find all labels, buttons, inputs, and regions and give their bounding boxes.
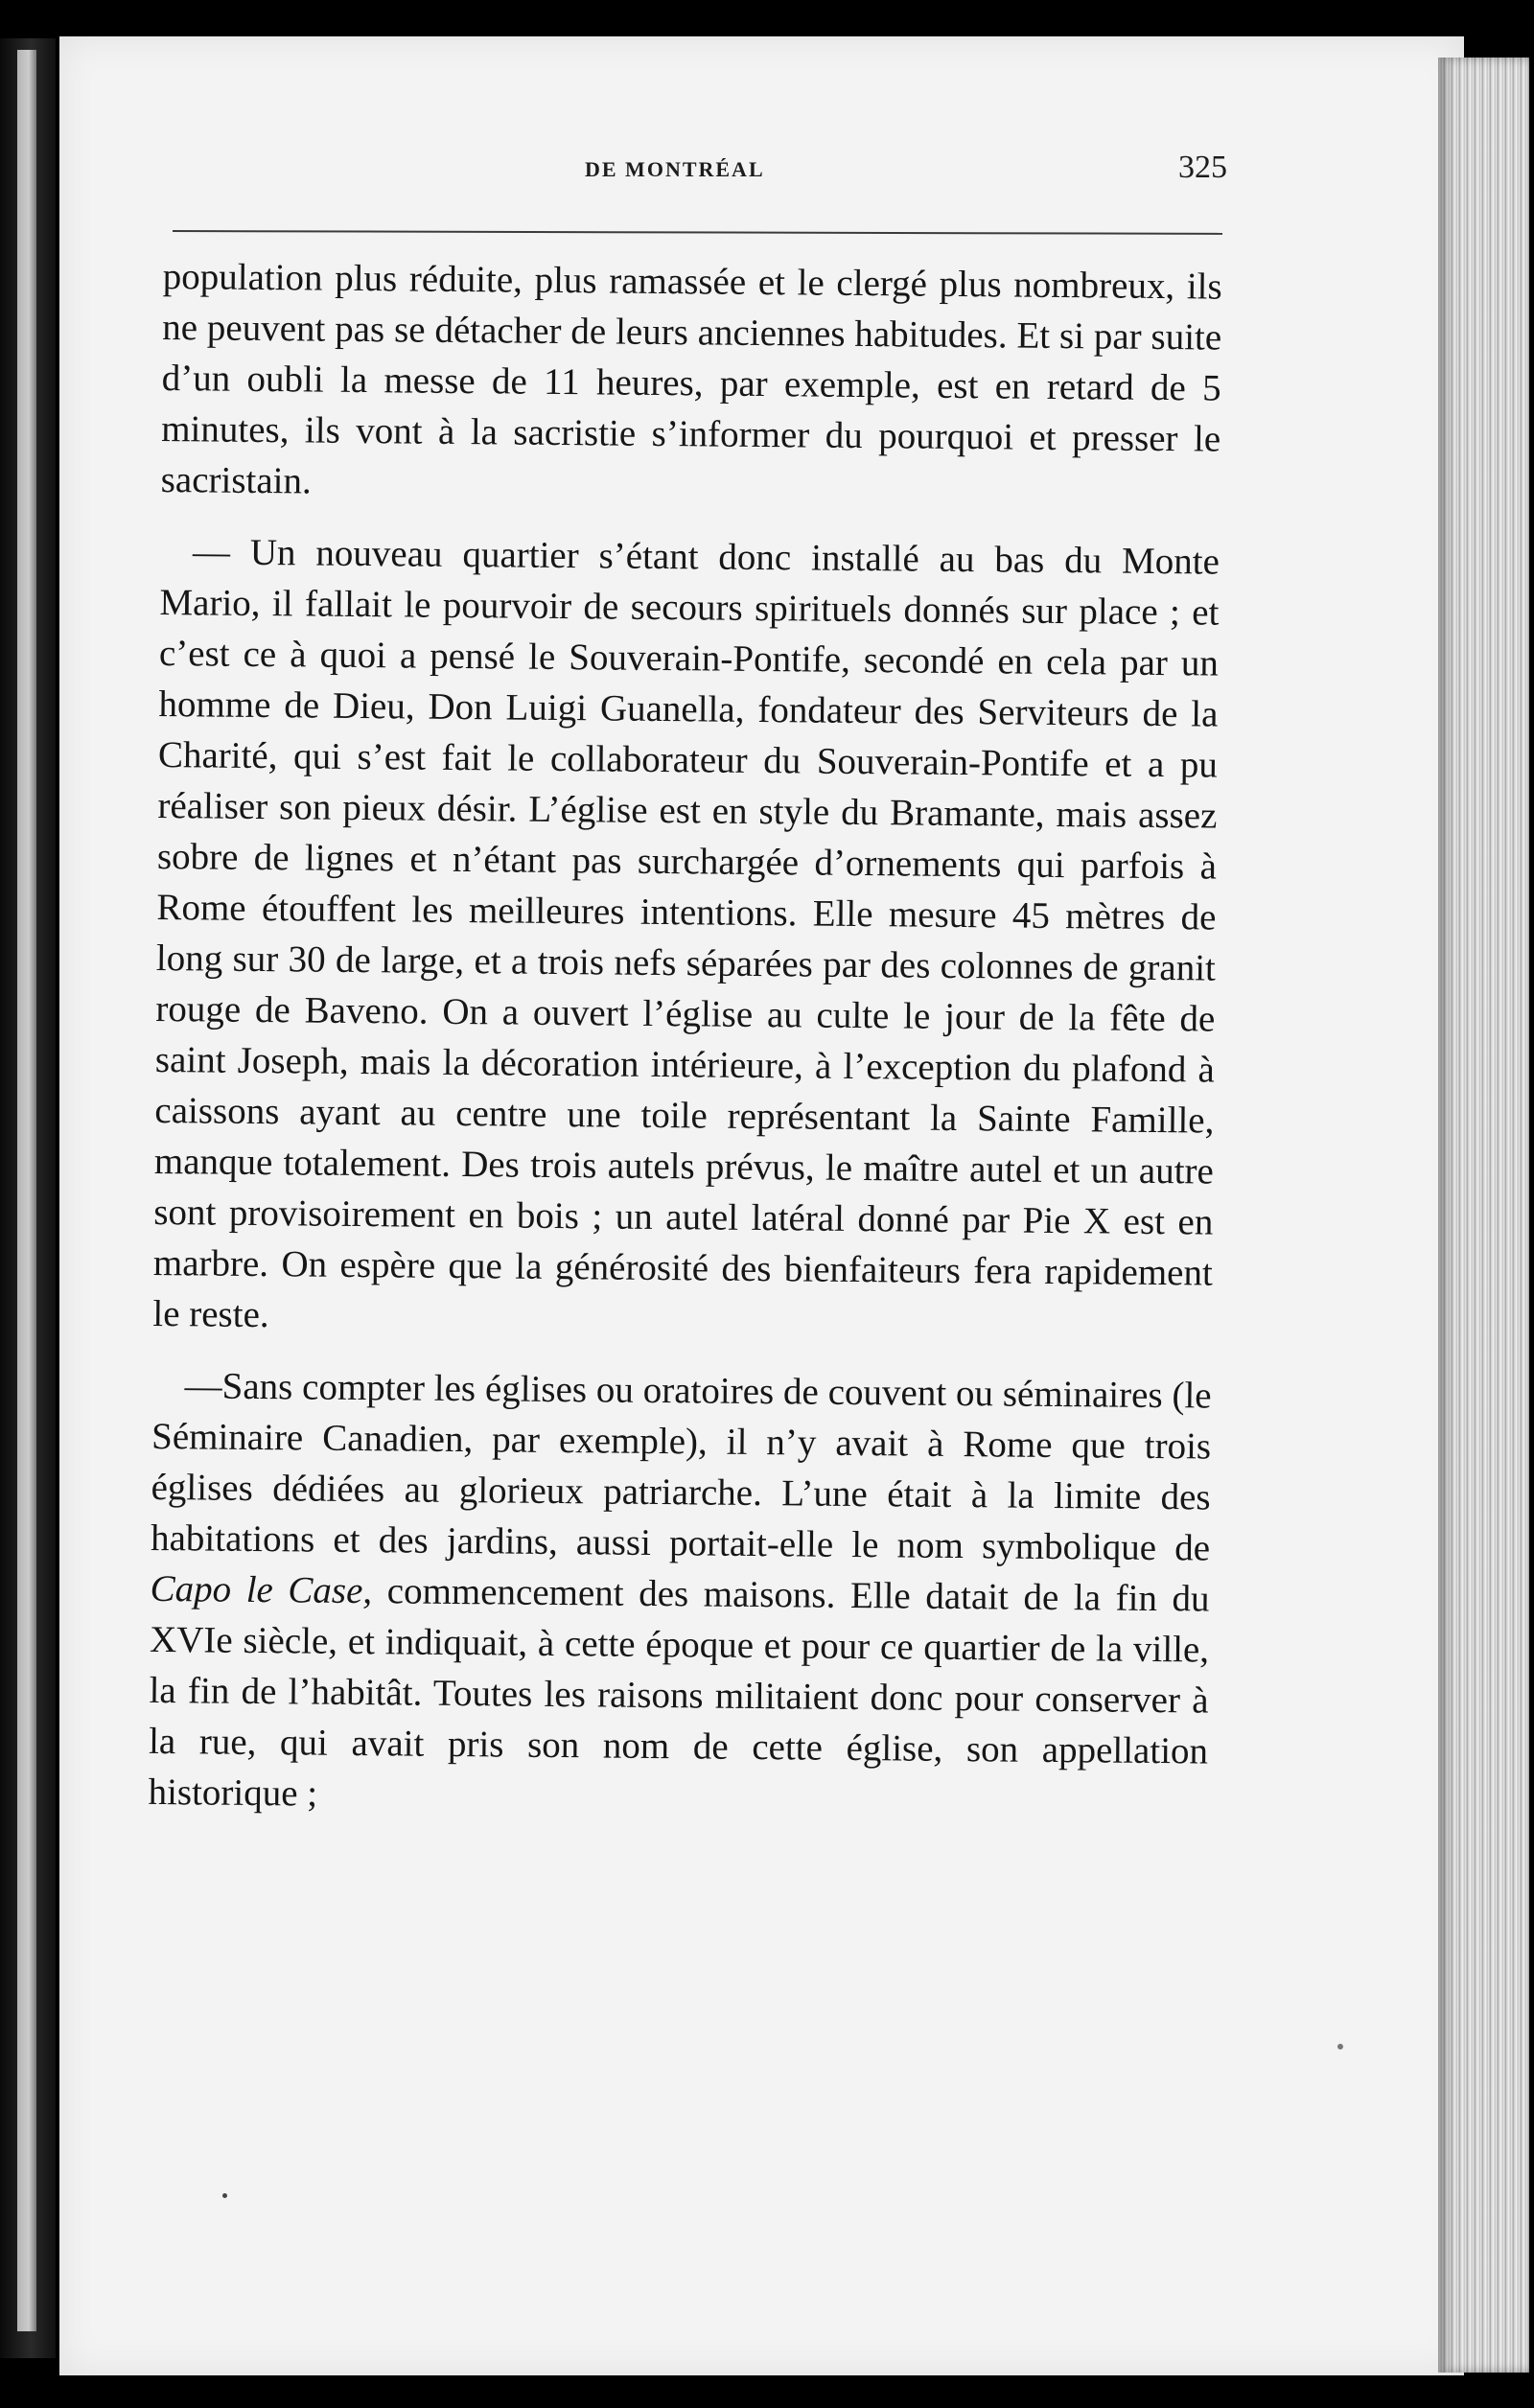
page-edges	[1438, 58, 1529, 2373]
paragraph-2: — Un nouveau quartier s’étant donc installé au bas du Monte Mario, il fallait le pourvoir de secours spirituels donnés sur place ; et c’est ce à quoi a pensé le Souverain-Pontife, secondé en cela par un homme de Dieu, Don Luigi Guanella, fondateur des Serviteurs de la Charité, qui s’est fait le collaborateur du Souverain-Pontife et a pu réaliser son pieux désir. L’église est en style du Bramante, mais assez sobre de lignes et n’étant pas surchargée d’ornements qui parfois à Rome étouffent les meilleures intentions. Elle mesure 45 mètres de long sur 30 de large, et a trois nefs séparées par des colonnes de granit rouge de Baveno. On a ouvert l’église au culte le jour de la fête de saint Joseph, mais la décoration intérieure, à l’exception du plafond à caissons ayant au centre une toile représentant la Sainte Famille, manque totalement. Des trois autels prévus, le maître autel et un autre sont provisoirement en bois ; un autel latéral donné par Pie X est en marbre. On espère que la générosité des bienfaiteurs fera rapidement le reste.	[152, 531, 1220, 1336]
italic-place-name: Capo le Case,	[150, 1567, 373, 1612]
paragraph-1: population plus réduite, plus ramassée et le clergé plus nombreux, ils ne peuvent pas se détacher de leurs anciennes habitudes. Et si par suite d’un oubli la messe de 11 heures, par exemple, est en retard de 5 minutes, ils vont à la sacristie s’informer du pourquoi et presser le sacristain.	[160, 255, 1222, 502]
paragraph-3	[148, 1360, 1212, 1828]
running-title: DE MONTRÉAL	[585, 157, 765, 181]
paragraph-3-end: commencement des maisons. Elle datait de la fin du XVIe siècle, et indiquait, à cette époque et pour ce quartier de la ville, la fin de l’habitât. Toutes les raisons militaient donc pour conserver à la rue, qui avait pris son nom de cette église, son appellation historique ;	[148, 1570, 1210, 1815]
previous-page-edge	[17, 50, 36, 2331]
scan-speck	[222, 2193, 227, 2198]
body-text	[148, 251, 1222, 1849]
page-header	[163, 150, 1227, 211]
paragraph-3-start: —Sans compter les églises ou oratoires de couvent ou séminaires (le Séminaire Canadien, par exemple), il n’y avait à Rome que trois églises dédiées au glorieux patriarche. L’une était à la limite des habitations et des jardins, aussi portait-elle le nom symbolique de	[150, 1365, 1212, 1569]
page-number: 325	[1178, 150, 1227, 185]
scan-speck	[1337, 2044, 1343, 2049]
